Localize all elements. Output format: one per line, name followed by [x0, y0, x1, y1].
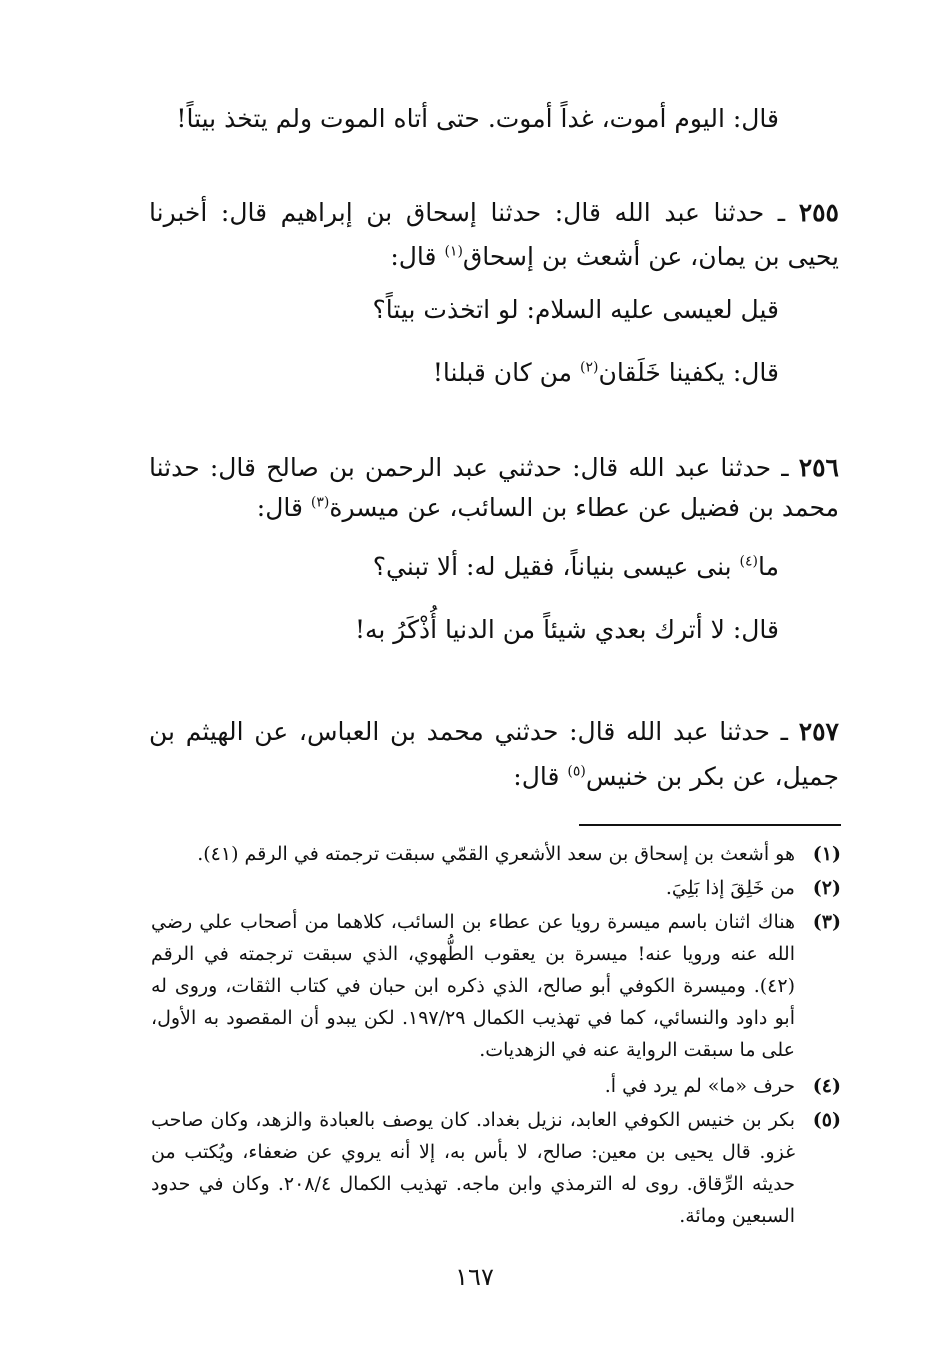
line-text: ـ حدثنا عبد الله قال: حدثني محمد بن العباس، عن الهيثم بن — [149, 717, 799, 746]
line-text: جميل، عن بكر بن خنيس — [585, 762, 839, 791]
report-256-line-3 — [373, 550, 779, 584]
report-255-line-3 — [373, 293, 779, 327]
report-255-line-2 — [390, 240, 839, 274]
line-text: ـ حدثنا عبد الله قال: حدثنا إسحاق بن إبراهيم قال: أخبرنا — [149, 198, 799, 227]
report-256-line-1 — [149, 451, 839, 485]
line-text: قال: لا أترك بعدي شيئاً من الدنيا أُذْكَرُ به! — [354, 615, 779, 644]
footnote-text: هناك اثنان باسم ميسرة رويا عن عطاء بن السائب، كلاهما من أصحاب علي رضي الله عنه ورويا عنه! ميسرة بن يعقوب الطُّهوي، الذي سبقت ترجمته في الرقم (٤٢). وميسرة الكوفي أبو صالح، الذي ذكره ابن حبان في كتاب الثقات، وروى له أبو داود والنسائي، كما في تهذيب الكمال ١٩٧/٢٩. لكن يبدو أن المقصود به الأول، على ما سبقت الرواية عنه في الزهديات. — [151, 911, 795, 1061]
footnote-marker: (٣) — [310, 494, 330, 511]
report-number: ٢٥٥ — [798, 198, 839, 227]
footnote-3 — [151, 906, 841, 1066]
footnote-2 — [151, 872, 841, 904]
line-text: قيل لعيسى عليه السلام: لو اتخذت بيتاً؟ — [372, 295, 779, 324]
footnote-text: من خَلِقَ إذا بَلِيَ. — [665, 877, 795, 899]
line-text: قال: — [513, 762, 568, 791]
footnote-1 — [151, 838, 841, 870]
line-text: بنى عيسى بنياناً، فقيل له: ألا تبني؟ — [372, 552, 740, 581]
footnote-number: (٢) — [812, 877, 841, 899]
footnote-text: حرف «ما» لم يرد في أ. — [604, 1075, 795, 1097]
line-text: قال: يكفينا خَلَقان — [598, 358, 779, 387]
report-number: ٢٥٧ — [798, 717, 839, 746]
line-text: محمد بن فضيل عن عطاء بن السائب، عن ميسرة — [329, 493, 839, 522]
footnote-marker: (١) — [444, 243, 463, 260]
footnote-5 — [151, 1104, 841, 1232]
report-256-line-2 — [257, 491, 839, 525]
line-text: قال: — [390, 242, 445, 271]
report-256-line-4 — [355, 613, 779, 647]
report-257-line-1 — [149, 715, 839, 749]
report-number: ٢٥٦ — [798, 453, 839, 482]
text-line — [176, 102, 779, 136]
footnote-4 — [151, 1070, 841, 1102]
footnote-number: (٤) — [812, 1075, 841, 1097]
report-255-line-1 — [149, 196, 839, 230]
footnote-number: (١) — [812, 843, 841, 865]
footnote-marker: (٢) — [580, 359, 599, 376]
footnote-marker: (٤) — [739, 553, 758, 570]
line-text: قال: اليوم أموت، غداً أموت. حتى أتاه الموت ولم يتخذ بيتاً! — [176, 104, 779, 133]
line-text: ـ حدثنا عبد الله قال: حدثني عبد الرحمن بن صالح قال: حدثنا — [149, 453, 799, 482]
report-255-line-4 — [433, 356, 779, 390]
line-text: يحيى بن يمان، عن أشعث بن إسحاق — [462, 242, 839, 271]
footnote-text: هو أشعث بن إسحاق بن سعد الأشعري القمّي سبقت ترجمته في الرقم (٤١). — [197, 843, 795, 865]
footnote-marker: (٥) — [567, 763, 586, 780]
footnote-number: (٣) — [812, 911, 841, 933]
page-number: ١٦٧ — [455, 1263, 494, 1291]
footnote-number: (٥) — [812, 1109, 841, 1131]
footnote-text: بكر بن خنيس الكوفي العابد، نزيل بغداد. كان يوصف بالعبادة والزهد، وكان صاحب غزو. قال يحيى بن معين: صالح، لا بأس به، إلا أنه يروي عن ضعفاء، ويُكتب من حديثه الرِّقاق. روى له الترمذي وابن ماجه. تهذيب الكمال ٢٠٨/٤. وكان في حدود السبعين ومائة. — [151, 1109, 795, 1227]
report-257-line-2 — [513, 760, 839, 794]
line-text: من كان قبلنا! — [432, 358, 580, 387]
line-text: قال: — [256, 493, 311, 522]
line-text: ما — [757, 552, 779, 581]
footnote-separator — [579, 824, 841, 826]
